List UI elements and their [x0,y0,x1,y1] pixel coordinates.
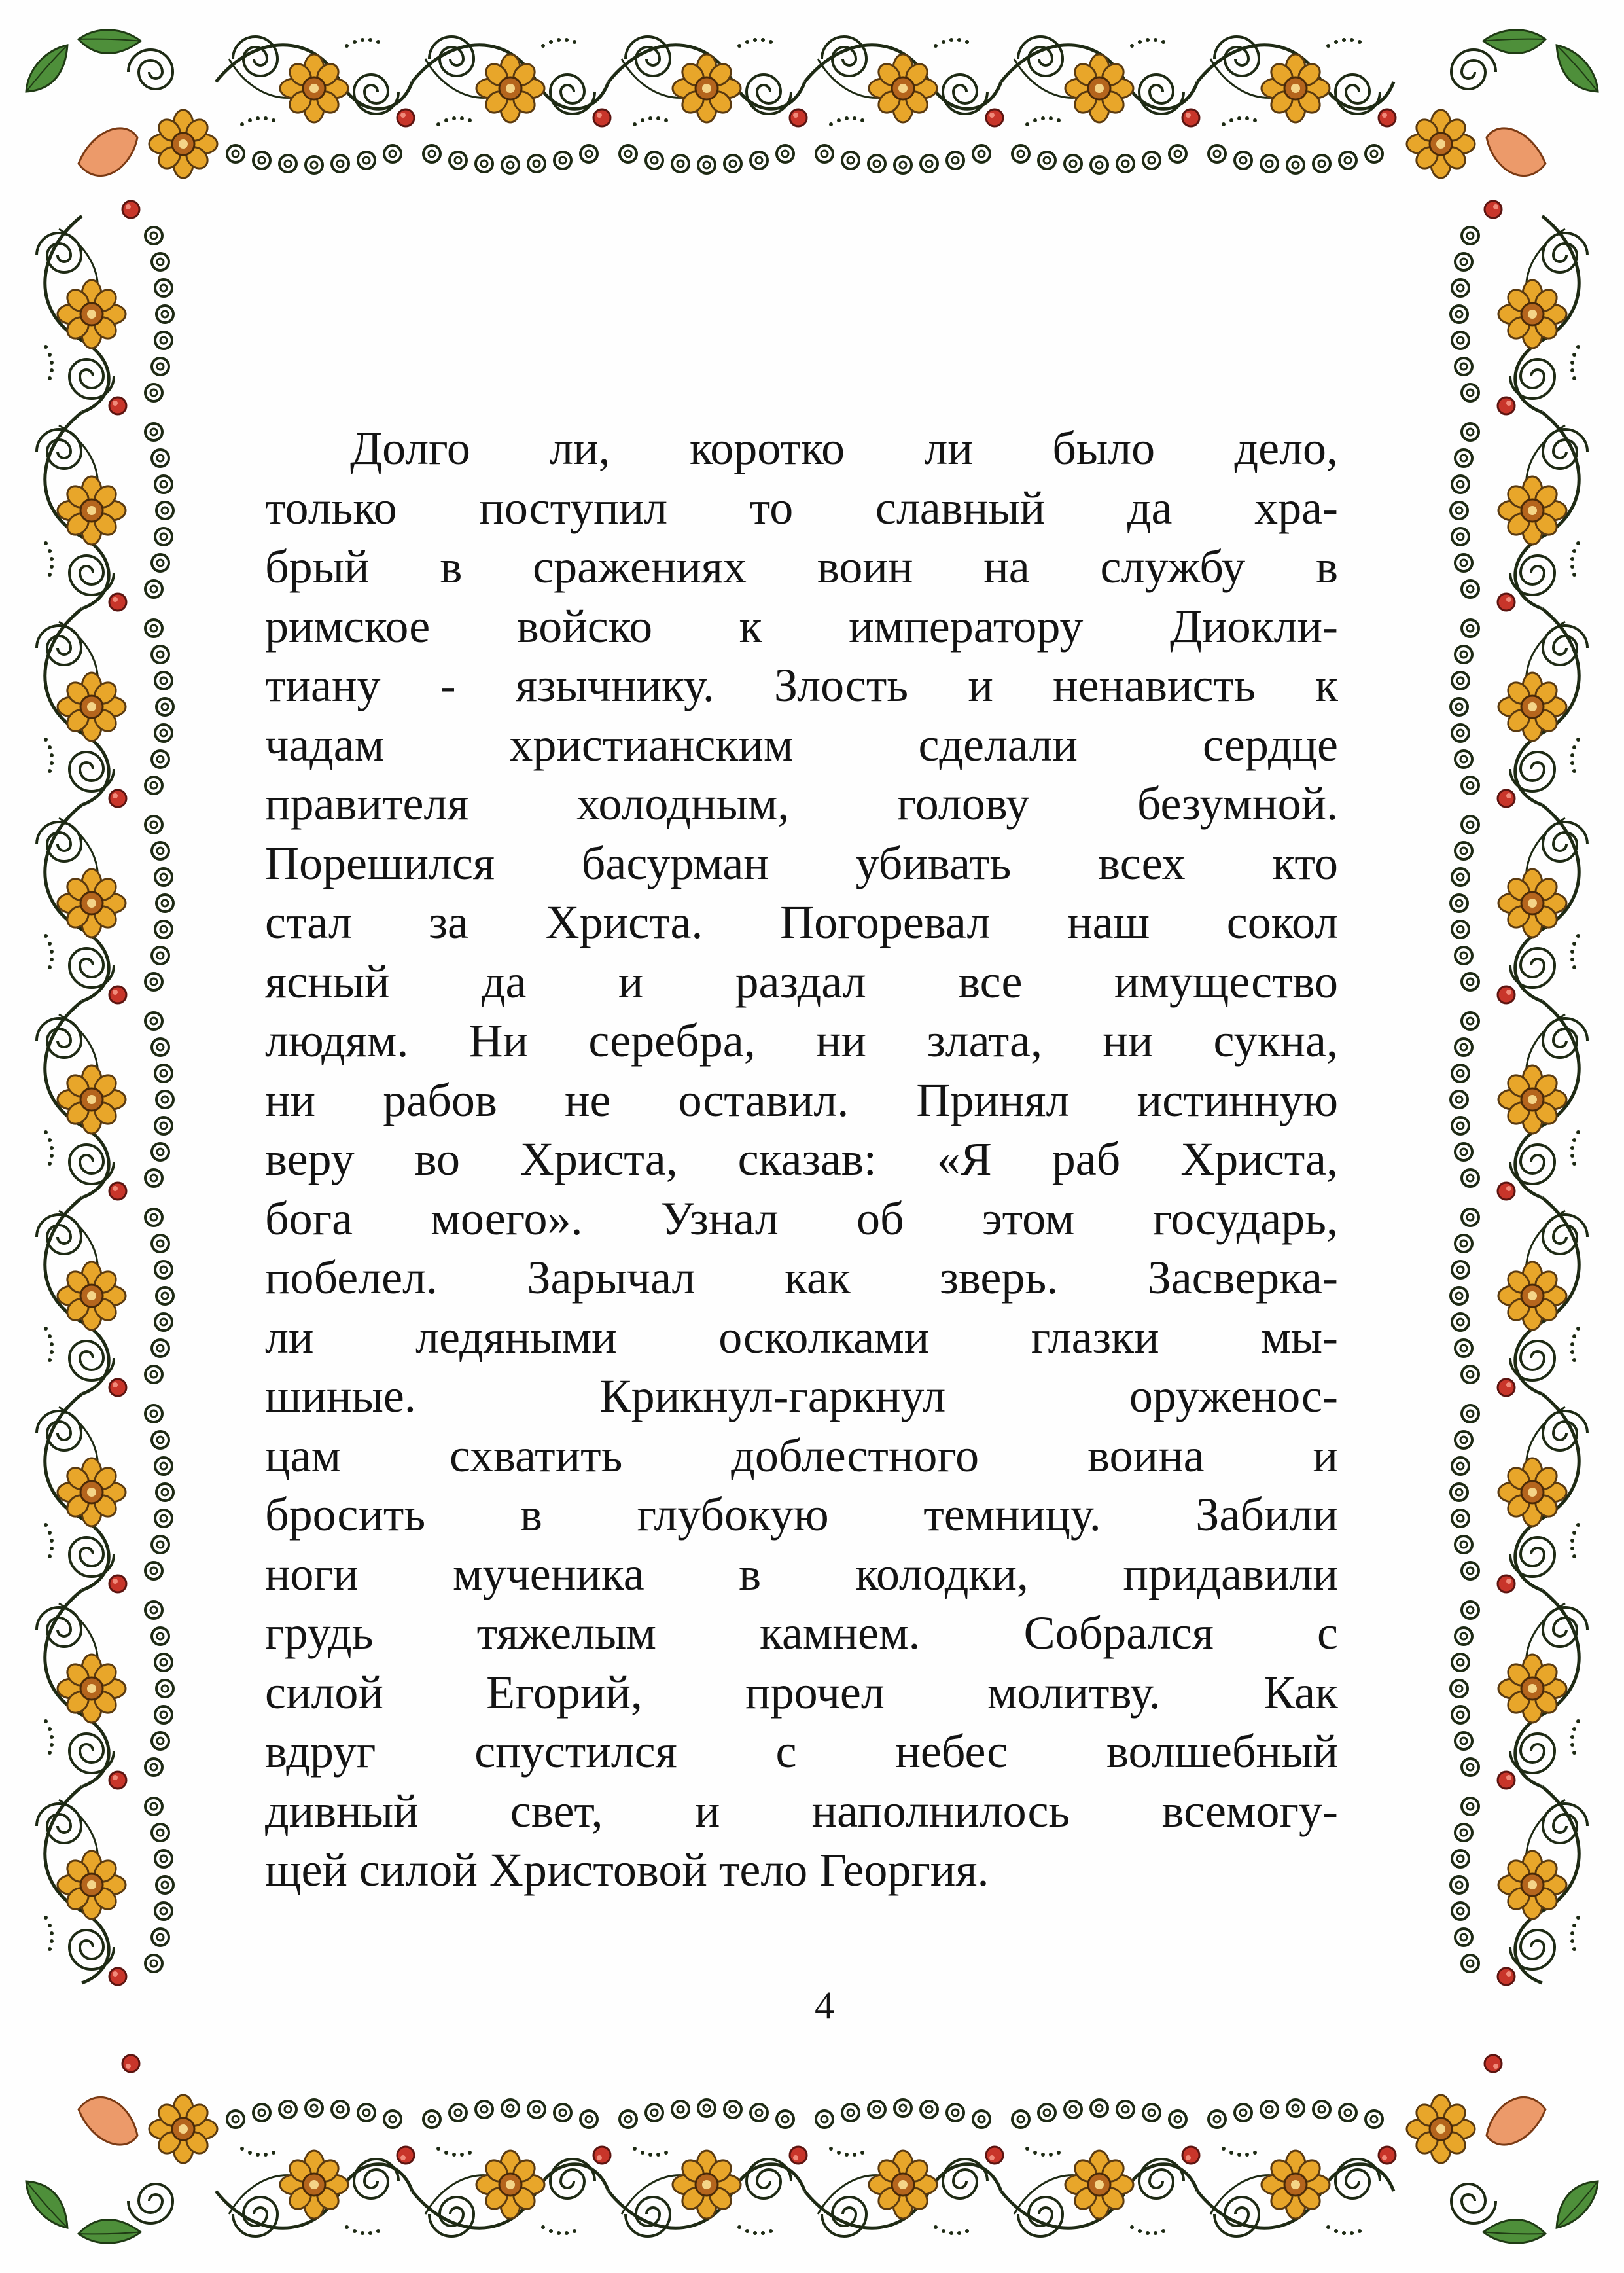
story-paragraph [265,419,1338,1924]
text-line: вдруг спустился с небес волшебный [265,1725,1338,1778]
corner-top-left [15,18,217,218]
text-line: чадам христианским сделали сердце [265,718,1338,771]
text-line: бога моего». Узнал об этом государь, [265,1192,1338,1245]
text-line: щей силой Христовой тело Георгия. [265,1844,989,1896]
text-line: ноги мученика в колодки, придавили [265,1547,1338,1600]
top-border-band [216,37,1396,173]
text-line: бросить в глубокую темницу. Забили [265,1488,1338,1541]
text-line: ясный да и раздал все имущество [265,955,1338,1008]
text-line: побелел. Зарычал как зверь. Засверка- [265,1251,1338,1304]
text-line: ли ледяными осколками глазки мы- [265,1310,1338,1363]
text-line: стал за Христа. Погоревал наш сокол [265,896,1338,948]
text-line: веру во Христа, сказав: «Я раб Христа, [265,1133,1338,1185]
text-line: людям. Ни серебра, ни злата, ни сукна, [265,1014,1338,1067]
text-line: тиану - язычнику. Злость и ненависть к [265,659,1338,711]
page-number: 4 [815,1984,834,2027]
text-line: дивный свет, и наполнилось всемогу- [265,1784,1338,1837]
text-line: Долго ли, коротко ли было дело, [350,422,1338,474]
right-border-band [1451,216,1587,1985]
text-line: Порешился басурман убивать всех кто [265,836,1338,889]
corner-bottom-right [1407,2055,1609,2255]
text-line: римское войско к императору Диокли- [265,600,1338,653]
corner-bottom-left [15,2055,217,2255]
text-line: грудь тяжелым камнем. Собрался с [265,1607,1338,1659]
text-line: цам схватить доблестного воина и [265,1429,1338,1482]
text-line: только поступил то славный да хра- [265,481,1338,534]
text-line: правителя холодным, голову безумной. [265,778,1338,830]
bottom-border-band [216,2100,1396,2236]
left-border-band [37,216,173,1985]
text-line: ни рабов не оставил. Принял истинную [265,1073,1338,1126]
text-line: брый в сражениях воин на службу в [265,541,1338,593]
corner-top-right [1407,18,1609,218]
text-line: силой Егорий, прочел молитву. Как [265,1666,1338,1719]
text-line: шиные. Крикнул-гаркнул оруженос- [265,1370,1338,1422]
